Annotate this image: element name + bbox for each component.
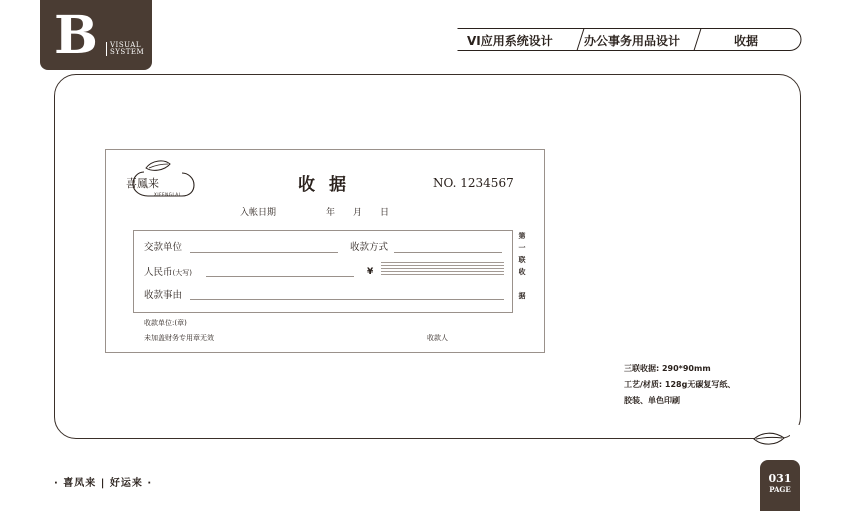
payer-line — [190, 252, 338, 253]
spec-line-binding: 胶装、单色印刷 — [624, 396, 680, 405]
footer-slogan: · 喜凤来 | 好运来 · — [54, 478, 153, 489]
entry-date-label: 入帐日期 — [240, 208, 277, 218]
breadcrumb — [457, 28, 802, 51]
yen-symbol: ¥ — [367, 267, 374, 277]
page-number: 031 — [768, 472, 792, 485]
copy-side-label: 第 一 联 收 据 — [518, 232, 526, 300]
issuer-label: 收款单位:(章) — [144, 319, 187, 327]
page-word: PAGE — [769, 485, 791, 494]
amount-lines — [381, 262, 504, 278]
rmb-line — [206, 276, 354, 277]
reason-line — [190, 299, 504, 300]
date-day-label: 日 — [380, 208, 390, 218]
breadcrumb-item-vi-system[interactable]: VI应用系统设计 — [467, 34, 553, 48]
receipt-fields-box — [133, 230, 513, 313]
receipt-document — [105, 149, 545, 353]
spec-line-material: 工艺/材质: 128g无碳复写纸、 — [624, 380, 736, 389]
spec-notes — [624, 361, 735, 409]
reason-label: 收款事由 — [144, 290, 183, 301]
payment-method-label: 收款方式 — [350, 242, 389, 253]
logo-text: 喜鳳来 — [126, 177, 159, 190]
brand-divider — [106, 42, 107, 56]
brand-subtitle-line1: VISUAL — [110, 41, 142, 49]
brand-subtitle-line2: SYSTEM — [110, 48, 145, 56]
receiver-label: 收款人 — [427, 334, 448, 342]
validity-note: 未加盖财务专用章无效 — [144, 334, 214, 342]
brand-badge — [40, 0, 152, 70]
page-badge — [760, 460, 800, 511]
leaf-icon — [752, 430, 786, 448]
payment-method-line — [394, 252, 502, 253]
date-year-label: 年 — [326, 208, 336, 218]
logo-subtext: XIFENGLAI — [154, 192, 181, 197]
rmb-uppercase-note: (大写) — [172, 269, 192, 277]
receipt-title: 收据 — [298, 175, 360, 195]
rmb-label: 人民币(大写) — [144, 267, 192, 278]
breadcrumb-item-receipt[interactable]: 收据 — [734, 34, 759, 48]
date-month-label: 月 — [353, 208, 363, 218]
spec-line-size: 三联收据: 290*90mm — [624, 364, 711, 373]
payer-label: 交款单位 — [144, 242, 183, 253]
breadcrumb-item-office-supplies[interactable]: 办公事务用品设计 — [584, 34, 681, 48]
brand-subtitle — [110, 42, 144, 56]
brand-letter: B — [54, 5, 98, 66]
receipt-number: NO. 1234567 — [433, 176, 514, 190]
